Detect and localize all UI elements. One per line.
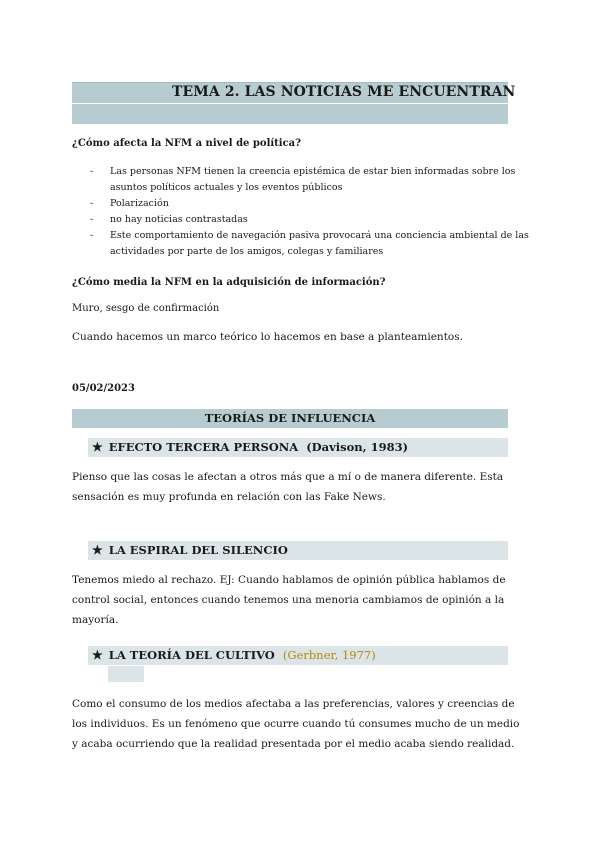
star-icon: ★ bbox=[92, 440, 103, 454]
theory-header-spiral-silence bbox=[88, 541, 508, 560]
theory-header-third-person bbox=[88, 438, 508, 457]
theory-title: LA TEORÍA DEL CULTIVO bbox=[108, 648, 275, 662]
title-bar bbox=[72, 82, 516, 103]
theory-text-spiral-silence: Tenemos miedo al rechazo. EJ: Cuando hablamos de opinión pública hablamos de control social, entonces cuando tenemos una menoria cambiamos de opinión a la mayoría. bbox=[72, 574, 506, 626]
section-header-influence: TEORÍAS DE INFLUENCIA bbox=[72, 409, 508, 428]
star-icon: ★ bbox=[92, 543, 103, 557]
bullet-text: Este comportamiento de navegación pasiva provocará una conciencia ambiental de las actividades por parte de los amigos, colegas y familiares bbox=[110, 230, 529, 257]
date-label: 05/02/2023 bbox=[72, 383, 135, 394]
bullet-dash: - bbox=[90, 230, 94, 241]
theory-text-cultivation: Como el consumo de los medios afectaba a las preferencias, valores y creencias de los individuos. Es un fenómeno que ocurre cuando tú consumes mucho de un medio y acaba ocurriendo que la realidad presentada por el medio acaba siendo realidad. bbox=[72, 698, 520, 750]
theory-header-cultivation bbox=[88, 646, 508, 665]
question-acquisition: ¿Cómo media la NFM en la adquisición de información? bbox=[72, 277, 386, 288]
bullet-text: Polarización bbox=[110, 198, 169, 209]
bullet-item bbox=[72, 228, 530, 260]
bullet-dash: - bbox=[90, 198, 94, 209]
bullet-item bbox=[72, 212, 530, 228]
bullet-dash: - bbox=[90, 214, 94, 225]
theory-title: EFECTO TERCERA PERSONA bbox=[108, 440, 299, 454]
theory-title: LA ESPIRAL DEL SILENCIO bbox=[108, 543, 288, 557]
bullet-text: no hay noticias contrastadas bbox=[110, 214, 248, 225]
bullet-list bbox=[72, 164, 530, 260]
marco-paragraph: Cuando hacemos un marco teórico lo hacemos en base a planteamientos. bbox=[72, 331, 463, 343]
theory-citation: (Davison, 1983) bbox=[306, 440, 409, 454]
star-icon: ★ bbox=[92, 648, 103, 662]
theory-text-third-person: Pienso que las cosas le afectan a otros más que a mí o de manera diferente. Esta sensación es muy profunda en relación con las Fake News. bbox=[72, 471, 504, 503]
highlight-block bbox=[108, 666, 144, 682]
bullet-item bbox=[72, 164, 530, 196]
title-bar-extension bbox=[72, 104, 508, 124]
bullet-dash: - bbox=[90, 166, 94, 177]
answer-acquisition: Muro, sesgo de confirmación bbox=[72, 303, 220, 314]
bullet-item bbox=[72, 196, 530, 212]
bullet-text: Las personas NFM tienen la creencia epistémica de estar bien informadas sobre los asuntos políticos actuales y los eventos públicos bbox=[110, 166, 516, 193]
question-politics: ¿Cómo afecta la NFM a nivel de política? bbox=[72, 138, 302, 149]
document-title: TEMA 2. LAS NOTICIAS ME ENCUENTRAN bbox=[172, 84, 516, 100]
theory-citation: (Gerbner, 1977) bbox=[282, 648, 376, 662]
